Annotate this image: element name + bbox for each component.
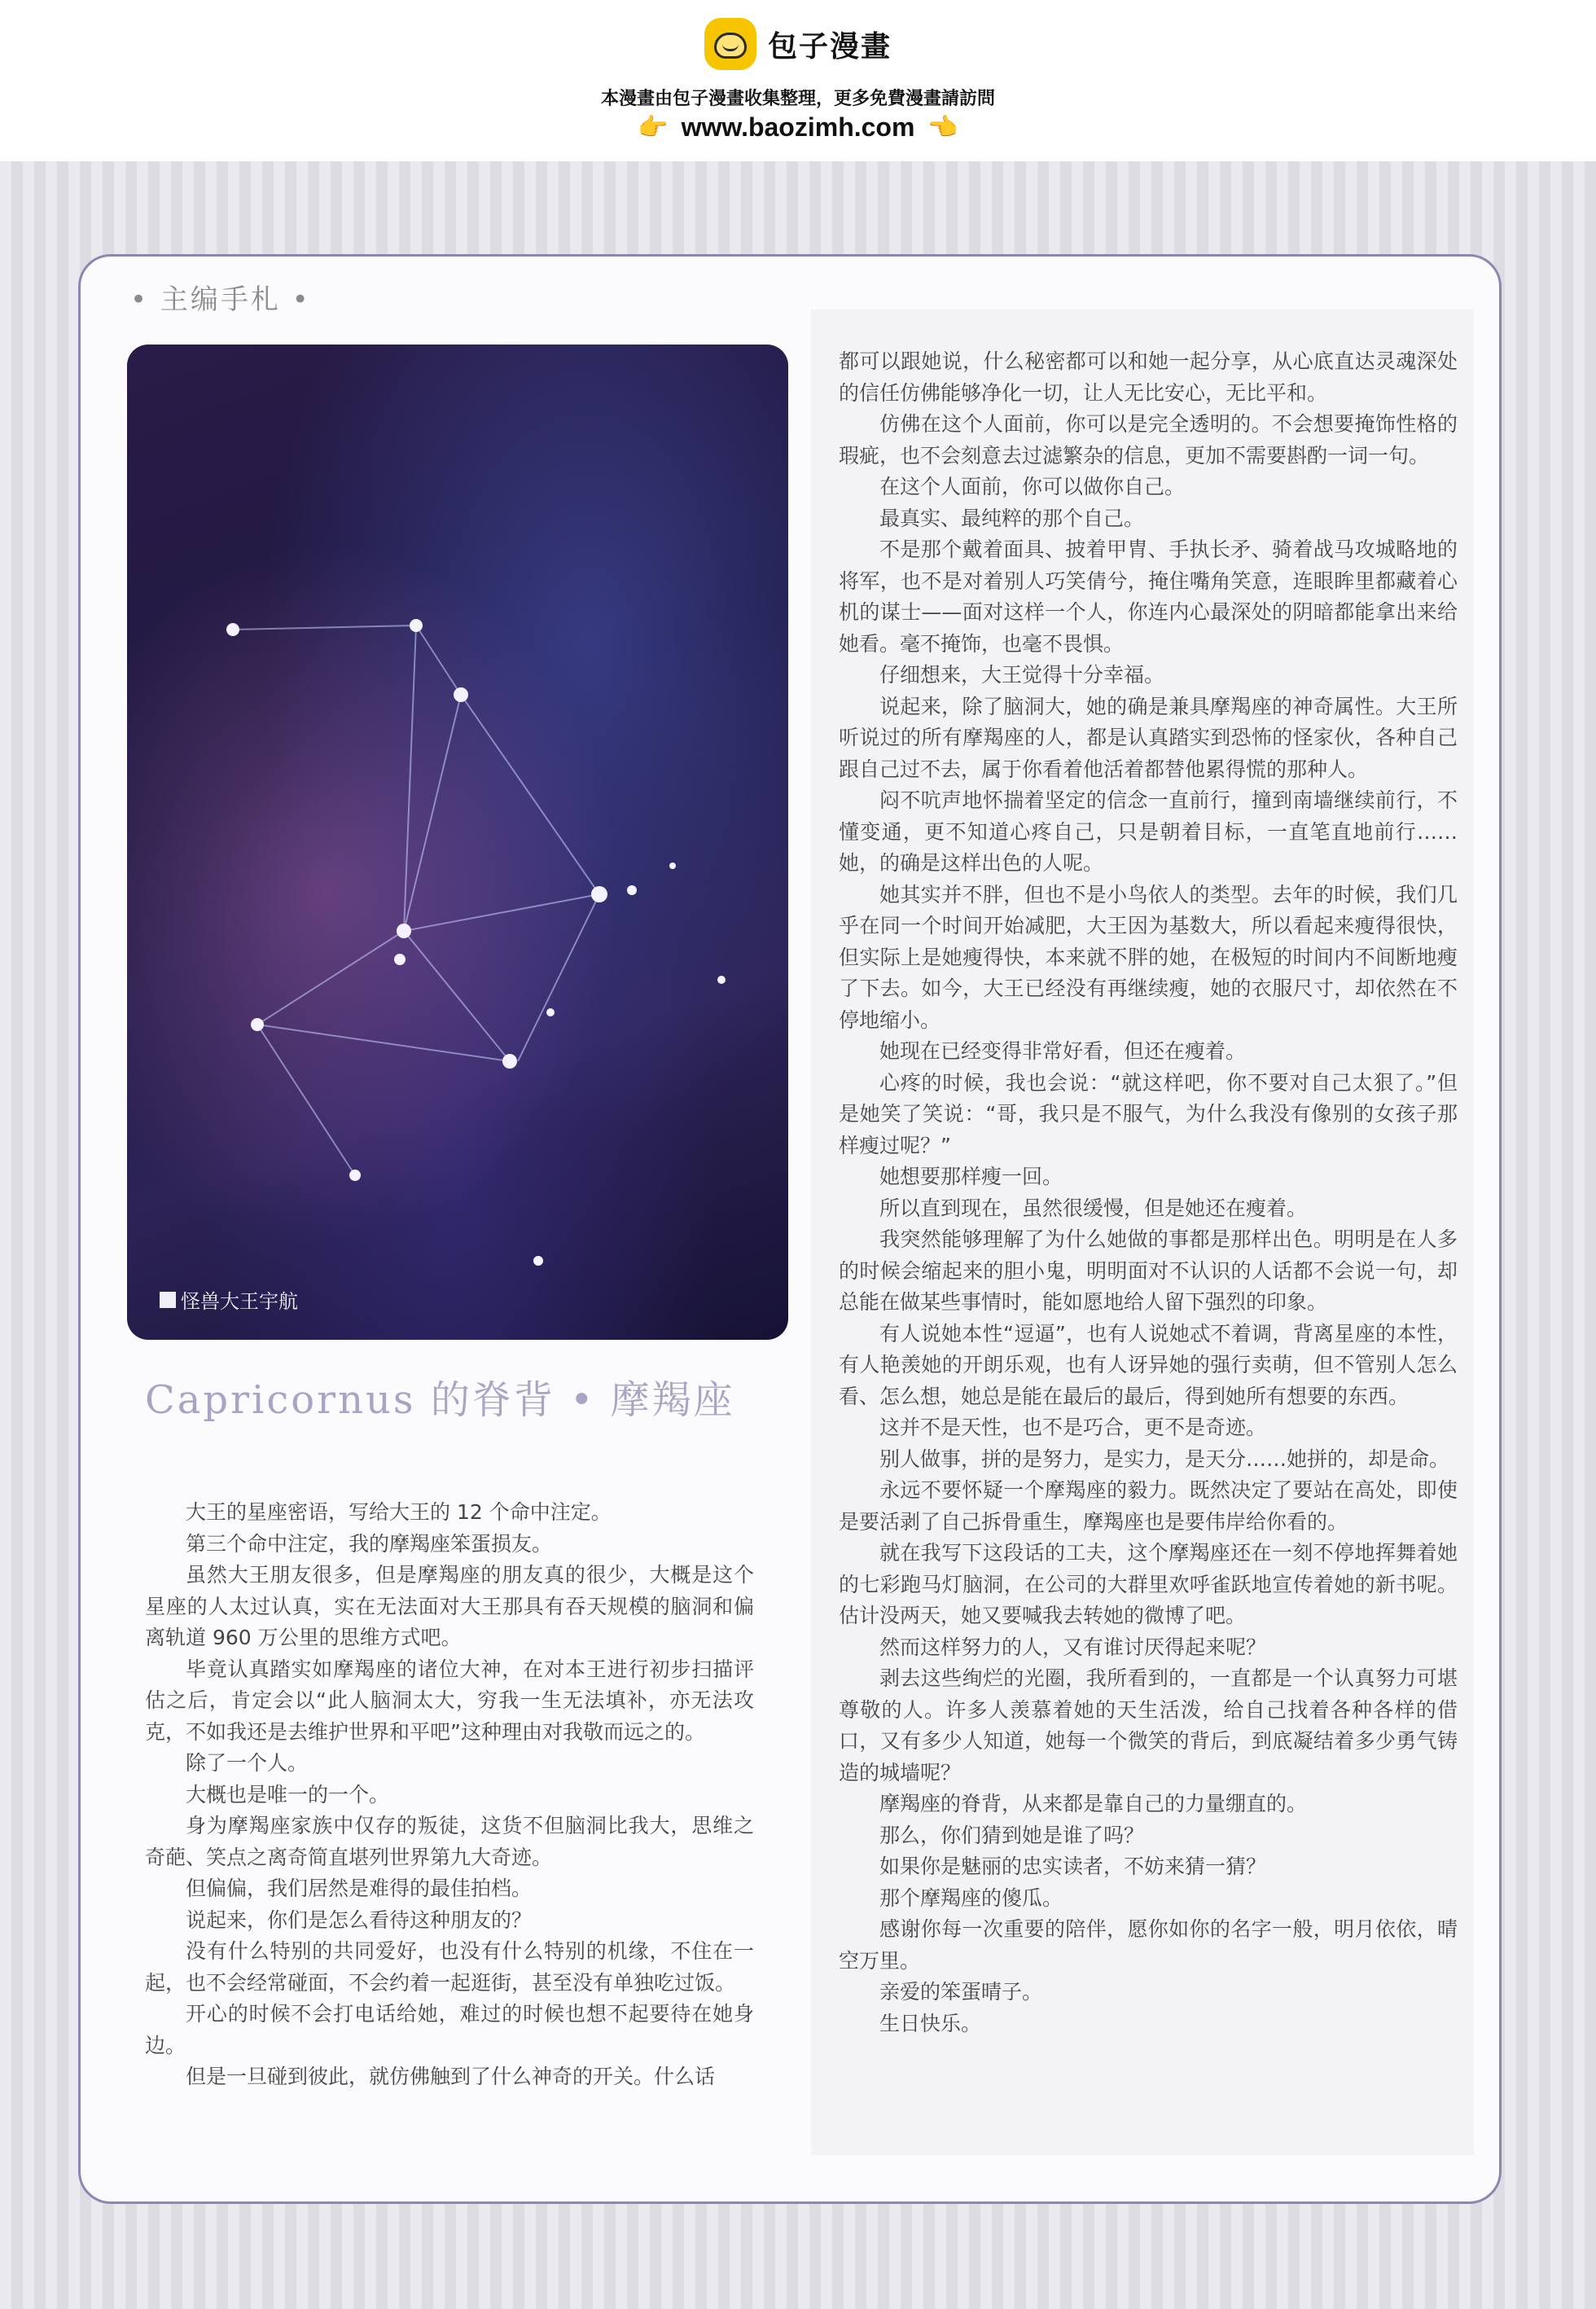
pointing-right-hand-icon: 👉	[638, 113, 669, 142]
paragraph: 但偏偏，我们居然是难得的最佳拍档。	[186, 1877, 533, 1900]
paragraph: 第三个命中注定，我的摩羯座笨蛋损友。	[186, 1531, 553, 1556]
constellation-photo	[127, 345, 788, 1340]
right-text-column	[839, 346, 1458, 2039]
paragraph: 她其实并不胖，但也不是小鸟依人的类型。去年的时候，我们几乎在同一个时间开始减肥，大王因为基数大，所以看起来瘦得很快，但实际上是她瘦得快，本来就不胖的她，在极短的时间内不间断地瘦了下去。如今，大王已经没有再继续瘦，她的衣服尺寸，却依然在不停地缩小。	[839, 882, 1458, 1032]
paragraph: 闷不吭声地怀揣着坚定的信念一直前行，撞到南墙继续前行，不懂变通，更不知道心疼自己，只是朝着目标，一直笔直地前行……她，的确是这样出色的人呢。	[839, 788, 1458, 875]
paragraph: 最真实、最纯粹的那个自己。	[879, 506, 1145, 530]
section-tag: • 主编手札 •	[130, 283, 311, 316]
paragraph: 仿佛在这个人面前，你可以是完全透明的。不会想要掩饰性格的瑕疵，也不会刻意去过滤繁杂的信息，更加不需要斟酌一词一句。	[839, 412, 1458, 468]
paragraph: 那么，你们猜到她是谁了吗？	[879, 1823, 1145, 1847]
paragraph: 开心的时候不会打电话给她，难过的时候也想不起要待在她身边。	[145, 2002, 754, 2057]
paragraph: 她想要那样瘦一回。	[879, 1165, 1063, 1188]
site-notice: 本漫畫由包子漫畫收集整理，更多免費漫畫請訪問	[600, 89, 995, 109]
paragraph: 感谢你每一次重要的陪伴，愿你如你的名字一般，明月依依，晴空万里。	[839, 1917, 1458, 1973]
paragraph: 说起来，你们是怎么看待这种朋友的？	[186, 1907, 533, 1932]
paragraph: 这并不是天性，也不是巧合，更不是奇迹。	[879, 1416, 1267, 1439]
photo-credit: 怪兽大王宇航	[181, 1290, 298, 1313]
paragraph: 没有什么特别的共同爱好，也没有什么特别的机缘，不住在一起，也不会经常碰面，不会约着一起逛街，甚至没有单独吃过饭。	[145, 1939, 754, 1995]
pointing-left-hand-icon: 👈	[927, 113, 958, 142]
paragraph: 虽然大王朋友很多，但是摩羯座的朋友真的很少，大概是这个星座的人太过认真，实在无法面对大王那具有吞天规模的脑洞和偏离轨道 960 万公里的思维方式吧。	[145, 1563, 754, 1649]
paragraph: 大王的星座密语，写给大王的 12 个命中注定。	[186, 1500, 612, 1524]
paragraph: 摩羯座的脊背，从来都是靠自己的力量绷直的。	[879, 1792, 1308, 1815]
paragraph: 如果你是魅丽的忠实读者，不妨来猜一猜？	[879, 1855, 1267, 1878]
constellation-lines	[127, 345, 788, 1340]
paragraph: 毕竟认真踏实如摩羯座的诸位大神，在对本王进行初步扫描评估之后，肯定会以“此人脑洞太大，穷我一生无法填补，亦无法攻克，不如我还是去维护世界和平吧”这种理由对我敬而远之的。	[145, 1657, 754, 1744]
paragraph: 有人说她本性“逗逼”，也有人说她忒不着调，背离星座的本性，有人艳羡她的开朗乐观，也有人讶异她的强行卖萌，但不管别人怎么看、怎么想，她总是能在最后的最后，得到她所有想要的东西。	[839, 1321, 1458, 1408]
brand-name: 包子漫畫	[767, 29, 892, 64]
paragraph: 不是那个戴着面具、披着甲胄、手执长矛、骑着战马攻城略地的将军，也不是对着别人巧笑倩兮，掩住嘴角笑意，连眼眸里都藏着心机的谋士——面对这样一个人，你连内心最深处的阴暗都能拿出来给她看。毫不掩饰，也毫不畏惧。	[839, 538, 1458, 656]
paragraph: 身为摩羯座家族中仅存的叛徒，这货不但脑洞比我大，思维之奇葩、笑点之离奇简直堪列世界第九大奇迹。	[145, 1814, 754, 1869]
paragraph: 亲爱的笨蛋晴子。	[879, 1980, 1043, 2004]
right-continuation: 都可以跟她说，什么秘密都可以和她一起分享，从心底直达灵魂深处的信任仿佛能够净化一切，让人无比安心，无比平和。	[839, 349, 1458, 405]
paragraph: 别人做事，拼的是努力，是实力，是天分……她拼的，却是命。	[879, 1446, 1450, 1471]
article-subtitle: Capricornus 的脊背 • 摩羯座	[145, 1377, 735, 1423]
url-row	[0, 112, 1596, 143]
caption-square-icon	[160, 1292, 176, 1308]
bun-logo-icon	[704, 18, 756, 70]
paragraph: 就在我写下这段话的工夫，这个摩羯座还在一刻不停地挥舞着她的七彩跑马灯脑洞，在公司的大群里欢呼雀跃地宣传着她的新书呢。估计没两天，她又要喊我去转她的微博了吧。	[839, 1541, 1458, 1627]
paragraph: 我突然能够理解了为什么她做的事都是那样出色。明明是在人多的时候会缩起来的胆小鬼，明明面对不认识的人话都不会说一句，却总能在做某些事情时，能如愿地给人留下强烈的印象。	[839, 1227, 1458, 1314]
photo-caption	[160, 1285, 298, 1314]
paragraph: 大概也是唯一的一个。	[186, 1782, 390, 1806]
paragraph: 心疼的时候，我也会说：“就这样吧，你不要对自己太狠了。”但是她笑了笑说：“哥，我只是不服气，为什么我没有像别的女孩子那样瘦过呢？”	[839, 1070, 1458, 1157]
paragraph: 在这个人面前，你可以做你自己。	[879, 475, 1186, 498]
left-text-column	[145, 1497, 754, 2093]
paragraph: 仔细想来，大王觉得十分幸福。	[879, 663, 1165, 687]
site-url-link[interactable]: www.baozimh.com	[681, 112, 915, 142]
site-banner	[0, 0, 1596, 161]
paragraph: 所以直到现在，虽然很缓慢，但是她还在瘦着。	[879, 1196, 1308, 1220]
paragraph: 永远不要怀疑一个摩羯座的毅力。既然决定了要站在高处，即使是要活剥了自己拆骨重生，摩羯座也是要伟岸给你看的。	[839, 1478, 1458, 1534]
paragraph: 说起来，除了脑洞大，她的确是兼具摩羯座的神奇属性。大王所听说过的所有摩羯座的人，都是认真踏实到恐怖的怪家伙，各种自己跟自己过不去，属于你看着他活着都替他累得慌的那种人。	[839, 694, 1458, 781]
paragraph: 生日快乐。	[879, 2011, 982, 2035]
paragraph: 她现在已经变得非常好看，但还在瘦着。	[879, 1039, 1247, 1063]
paragraph: 除了一个人。	[186, 1751, 309, 1775]
paragraph: 剥去这些绚烂的光圈，我所看到的，一直都是一个认真努力可堪尊敬的人。许多人羡慕着她的天生活泼，给自己找着各种各样的借口，又有多少人知道，她每一个微笑的背后，到底凝结着多少勇气铸造的城墙呢？	[839, 1666, 1458, 1784]
brand[interactable]	[0, 18, 1596, 70]
paragraph: 然而这样努力的人，又有谁讨厌得起来呢？	[879, 1635, 1267, 1659]
paragraph: 那个摩羯座的傻瓜。	[879, 1885, 1063, 1910]
paragraph: 但是一旦碰到彼此，就仿佛触到了什么神奇的开关。什么话	[186, 2065, 716, 2088]
